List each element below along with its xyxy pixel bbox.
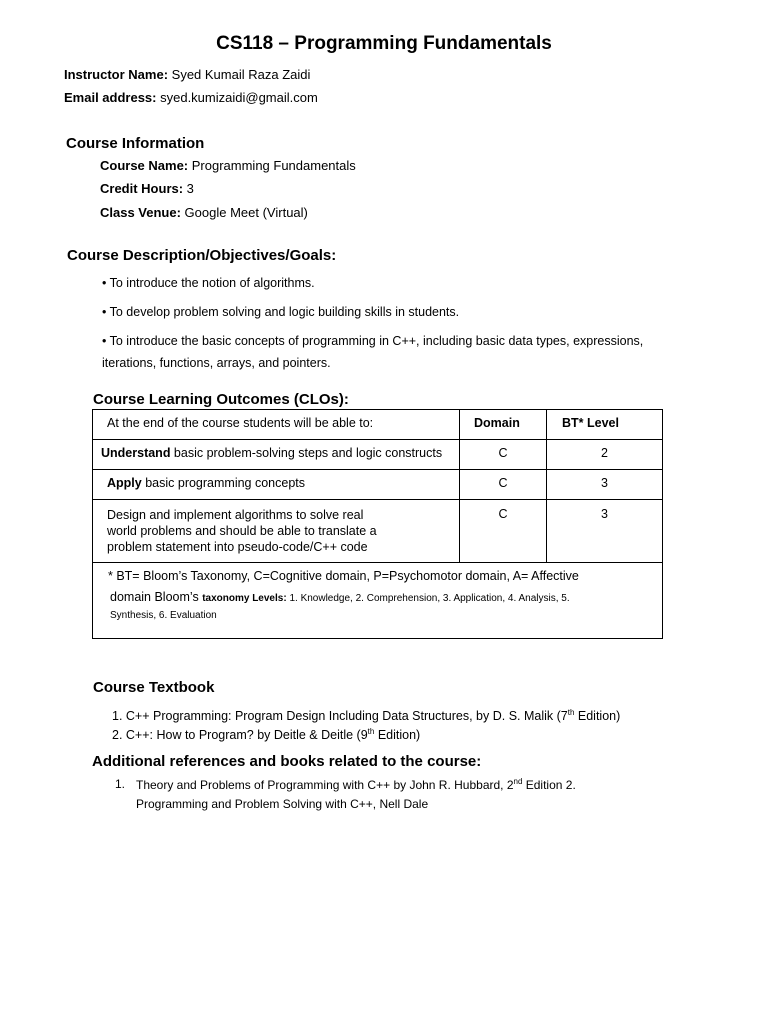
email-line	[64, 90, 318, 105]
reference-line-2: Programming and Problem Solving with C++, Nell Dale	[136, 797, 429, 811]
textbook-item-1-sup: th	[567, 708, 575, 717]
page-title: CS118 – Programming Fundamentals	[216, 33, 552, 54]
clo-domain-2: C	[498, 476, 508, 490]
reference-line-1-sup: nd	[513, 777, 523, 786]
textbook-heading: Course Textbook	[93, 679, 215, 696]
reference-line-1-edition: Edition 2.	[522, 778, 576, 792]
email-value: syed.kumizaidi@gmail.com	[156, 90, 318, 105]
instructor-line	[64, 67, 310, 82]
clo-level-2: 3	[601, 476, 608, 490]
clo-row	[93, 500, 663, 563]
course-name-label: Course Name:	[100, 158, 189, 173]
clo-header-domain: Domain	[474, 416, 520, 430]
credit-hours-line	[100, 181, 194, 196]
instructor-label: Instructor Name:	[64, 67, 169, 82]
credit-hours-value: 3	[183, 181, 194, 196]
textbook-item-1-edition: Edition)	[574, 709, 621, 724]
textbook-item-1-text: 1. C++ Programming: Program Design Including Data Structures, by D. S. Malik (7	[112, 709, 568, 724]
reference-number: 1.	[115, 777, 126, 791]
clo-header-level: BT* Level	[562, 416, 619, 430]
clo-domain-3: C	[498, 507, 508, 521]
clo-outcome-3-line1: Design and implement algorithms to solve real	[107, 508, 364, 522]
clo-level-1: 2	[601, 446, 608, 460]
clo-outcome-3	[93, 500, 459, 555]
clo-outcome-1	[93, 440, 459, 460]
clo-domain-1: C	[498, 446, 508, 460]
class-venue-value: Google Meet (Virtual)	[180, 205, 308, 220]
textbook-item-1	[112, 708, 620, 723]
textbook-item-2-sup: th	[367, 727, 375, 736]
clo-outcome-1-text: basic problem-solving steps and logic constructs	[170, 446, 443, 460]
bt-note-line2-c: 1. Knowledge, 2. Comprehension, 3. Application, 4. Analysis, 5.	[286, 593, 570, 604]
class-venue-label: Class Venue:	[100, 205, 181, 220]
clo-outcome-2	[93, 470, 459, 490]
description-bullet-3-cont: iterations, functions, arrays, and pointers.	[102, 356, 331, 370]
textbook-item-2-text: 2. C++: How to Program? by Deitle & Deitle (9	[112, 728, 368, 743]
clo-note-row	[93, 563, 663, 639]
bt-note-line1: * BT= Bloom’s Taxonomy, C=Cognitive domain, P=Psychomotor domain, A= Affective	[108, 569, 579, 583]
class-venue-line	[100, 205, 308, 220]
description-bullet-1: • To introduce the notion of algorithms.	[102, 276, 315, 290]
bt-note-line2-b: taxonomy Levels:	[202, 593, 287, 604]
bt-note-line2	[93, 583, 662, 604]
reference-line-1	[136, 777, 576, 792]
textbook-item-2-edition: Edition)	[374, 728, 421, 743]
email-label: Email address:	[64, 90, 157, 105]
course-name-value: Programming Fundamentals	[188, 158, 356, 173]
reference-line-1-text: Theory and Problems of Programming with C++ by John R. Hubbard, 2	[136, 778, 514, 792]
clo-outcome-3-line2: world problems and should be able to translate a	[107, 524, 377, 538]
course-name-line	[100, 158, 356, 173]
clo-heading: Course Learning Outcomes (CLOs):	[93, 391, 349, 408]
clo-outcome-2-bold: Apply	[107, 476, 142, 490]
clo-header-row	[93, 410, 663, 440]
description-heading: Course Description/Objectives/Goals:	[67, 247, 337, 264]
course-info-heading: Course Information	[66, 135, 205, 152]
credit-hours-label: Credit Hours:	[100, 181, 184, 196]
clo-outcome-3-line3: problem statement into pseudo-code/C++ code	[107, 540, 368, 554]
textbook-item-2	[112, 727, 420, 742]
clo-outcome-2-text: basic programming concepts	[141, 476, 306, 490]
clo-level-3: 3	[601, 507, 608, 521]
clo-header-outcome: At the end of the course students will be able to:	[107, 416, 374, 430]
clo-row	[93, 440, 663, 470]
clo-table	[92, 409, 663, 639]
instructor-value: Syed Kumail Raza Zaidi	[168, 67, 311, 82]
bt-note-line2-a: domain Bloom’s	[110, 590, 203, 604]
references-heading: Additional references and books related to the course:	[92, 753, 482, 770]
bt-note-line3: Synthesis, 6. Evaluation	[110, 610, 217, 621]
description-bullet-3: • To introduce the basic concepts of programming in C++, including basic data types, expressions,	[102, 334, 644, 348]
clo-outcome-1-bold: Understand	[101, 446, 171, 460]
clo-row	[93, 470, 663, 500]
description-bullet-2: • To develop problem solving and logic building skills in students.	[102, 305, 460, 319]
